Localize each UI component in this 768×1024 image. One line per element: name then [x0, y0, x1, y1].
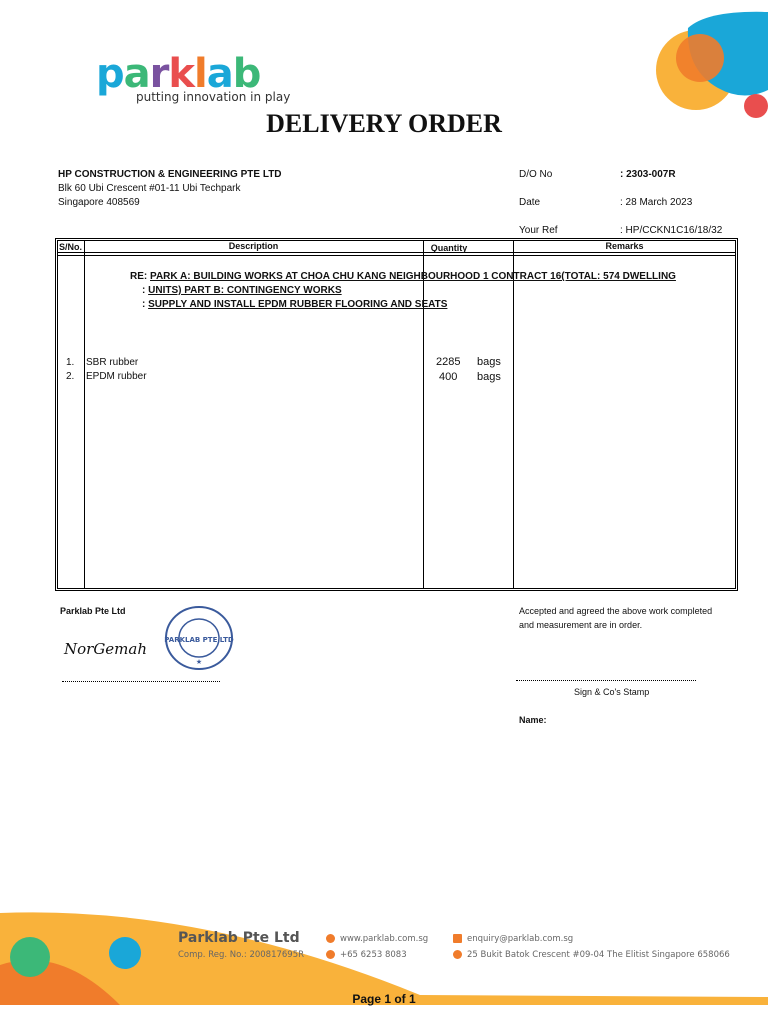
table-row-1-sno: 1.: [66, 357, 75, 368]
do-number-label: D/O No: [519, 169, 553, 180]
footer-address: 25 Bukit Batok Crescent #09-04 The Elitist Singapore 658066: [453, 950, 730, 960]
table-row-2-sno: 2.: [66, 371, 75, 382]
table-row-1-qty: 2285: [436, 356, 461, 368]
customer-address-line2: Singapore 408569: [58, 197, 140, 208]
col-divider-description: [423, 240, 424, 589]
issuer-signature-line: [62, 681, 220, 682]
acceptance-text-line2: and measurement are in order.: [519, 620, 643, 630]
header-sno: S/No.: [58, 242, 82, 252]
footer-company: Parklab Pte Ltd: [178, 930, 300, 946]
header-quantity: Quantity: [430, 243, 468, 253]
svg-text:PARKLAB PTE LTD: PARKLAB PTE LTD: [164, 636, 234, 644]
your-ref-label: Your Ref: [519, 225, 558, 236]
document-title: DELIVERY ORDER: [266, 109, 502, 138]
signature: NorGemah: [64, 640, 148, 658]
footer-phone: +65 6253 8083: [326, 950, 407, 960]
logo-wordmark: parklab: [96, 51, 261, 97]
table-row-2-description: EPDM rubber: [86, 371, 147, 382]
your-ref-value: : HP/CCKN1C16/18/32: [620, 225, 723, 236]
table-row-1-unit: bags: [477, 356, 501, 368]
subject-line-3: : SUPPLY AND INSTALL EPDM RUBBER FLOORING AND SEATS: [142, 299, 448, 310]
customer-address-line1: Blk 60 Ubi Crescent #01-11 Ubi Techpark: [58, 183, 241, 194]
customer-name: HP CONSTRUCTION & ENGINEERING PTE LTD: [58, 169, 282, 180]
sign-stamp-label: Sign & Co's Stamp: [574, 687, 650, 697]
subject-text-1: PARK A: BUILDING WORKS AT CHOA CHU KANG NEIGHBOURHOOD 1 CONTRACT 16(TOTAL: 574 DWELLING: [150, 271, 676, 282]
phone-icon: [326, 950, 335, 959]
company-logo: [96, 51, 291, 108]
globe-icon: [326, 934, 335, 943]
name-label: Name:: [519, 715, 547, 725]
subject-text-3: SUPPLY AND INSTALL EPDM RUBBER FLOORING AND SEATS: [148, 299, 448, 310]
do-number-value: : 2303-007R: [620, 169, 676, 180]
header-divider-double: [57, 255, 736, 256]
header-remarks: Remarks: [605, 241, 644, 251]
top-decoration: [648, 10, 768, 122]
table-row-2-qty: 400: [439, 371, 458, 383]
footer-email: enquiry@parklab.com.sg: [453, 934, 573, 944]
client-signature-line: [516, 680, 696, 681]
header-divider: [57, 252, 736, 253]
mail-icon: [453, 934, 462, 943]
location-pin-icon: [453, 950, 462, 959]
subject-prefix: RE:: [130, 271, 148, 282]
subject-line-1: [130, 270, 676, 284]
footer-reg-number: Comp. Reg. No.: 200817695R: [178, 950, 305, 960]
page-number: Page 1 of 1: [352, 992, 416, 1006]
date-label: Date: [519, 197, 541, 208]
col-divider-sno: [84, 240, 85, 589]
footer-website: www.parklab.com.sg: [326, 934, 428, 944]
header-description: Description: [228, 241, 279, 251]
subject-text-2: UNITS) PART B: CONTINGENCY WORKS: [148, 285, 342, 296]
subject-line-2: : UNITS) PART B: CONTINGENCY WORKS: [142, 285, 342, 296]
svg-text:★: ★: [195, 658, 203, 666]
col-divider-quantity: [513, 240, 514, 589]
logo-tagline: putting innovation in play: [136, 90, 291, 104]
issuer-company: Parklab Pte Ltd: [60, 606, 126, 616]
table-row-1-description: SBR rubber: [86, 357, 139, 368]
company-stamp: [163, 604, 235, 672]
date-value: : 28 March 2023: [620, 197, 693, 208]
acceptance-text-line1: Accepted and agreed the above work completed: [519, 606, 713, 616]
table-row-2-unit: bags: [477, 371, 501, 383]
